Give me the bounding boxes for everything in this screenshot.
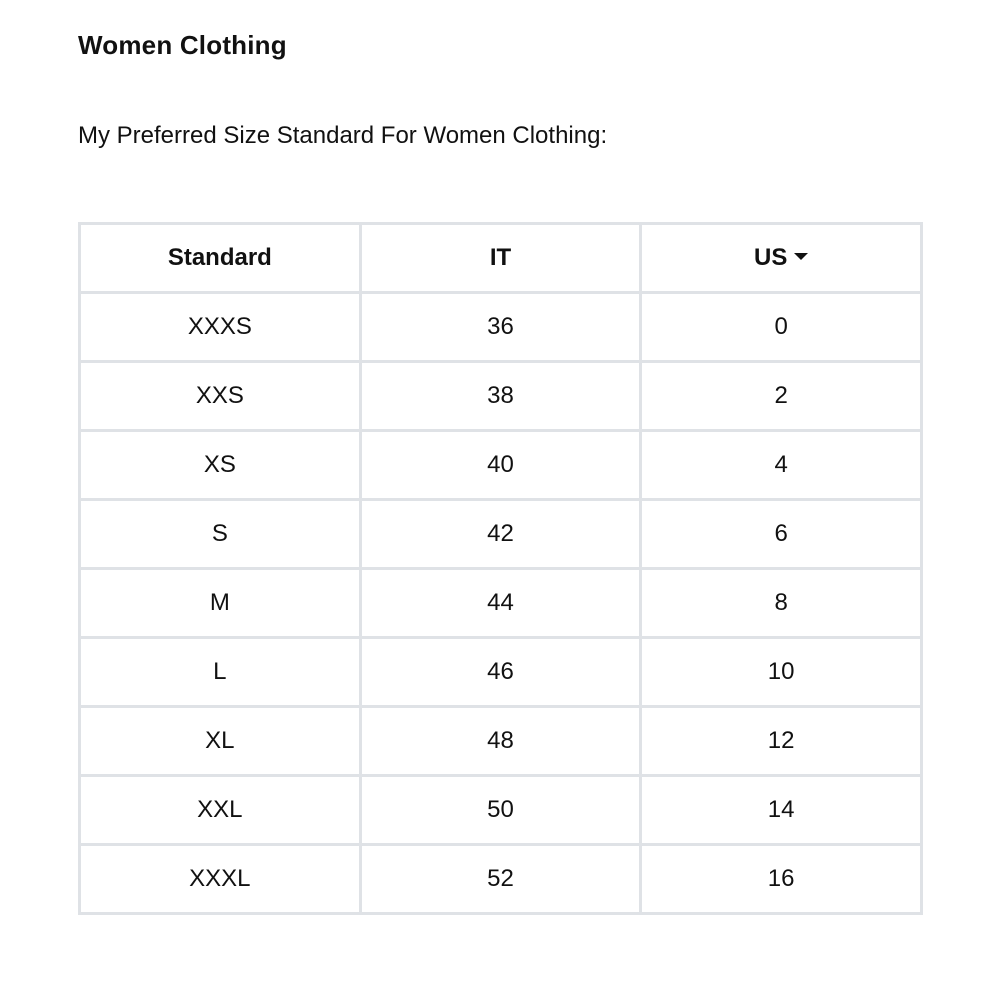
cell-it: 46 [360,638,641,707]
size-conversion-table [78,222,923,915]
cell-us: 4 [641,431,922,500]
cell-it: 40 [360,431,641,500]
table-row [80,362,922,431]
cell-us: 2 [641,362,922,431]
cell-it: 42 [360,500,641,569]
table-row [80,293,922,362]
table-row [80,431,922,500]
cell-standard: XXXL [80,845,361,914]
cell-standard: XXXS [80,293,361,362]
table-header-row [80,224,922,293]
table-row [80,500,922,569]
cell-us: 14 [641,776,922,845]
preferred-size-standard-label: My Preferred Size Standard For Women Clothing: [78,122,608,149]
page-title: Women Clothing [78,30,287,60]
column-header-it: IT [360,224,641,293]
cell-it: 36 [360,293,641,362]
cell-it: 50 [360,776,641,845]
column-header-standard: Standard [80,224,361,293]
table-row [80,776,922,845]
cell-us: 16 [641,845,922,914]
cell-standard: XXL [80,776,361,845]
cell-us: 12 [641,707,922,776]
caret-down-icon[interactable] [794,253,808,260]
cell-it: 52 [360,845,641,914]
cell-us: 0 [641,293,922,362]
cell-it: 38 [360,362,641,431]
cell-us: 6 [641,500,922,569]
cell-it: 48 [360,707,641,776]
cell-standard: M [80,569,361,638]
cell-standard: S [80,500,361,569]
column-header-us[interactable] [641,224,922,293]
cell-standard: XL [80,707,361,776]
table-row [80,569,922,638]
table-row [80,638,922,707]
cell-it: 44 [360,569,641,638]
cell-standard: L [80,638,361,707]
table-row [80,707,922,776]
table-row [80,845,922,914]
us-standard-dropdown[interactable] [754,244,808,272]
cell-us: 8 [641,569,922,638]
cell-standard: XS [80,431,361,500]
us-standard-label: US [753,244,788,271]
cell-standard: XXS [80,362,361,431]
cell-us: 10 [641,638,922,707]
